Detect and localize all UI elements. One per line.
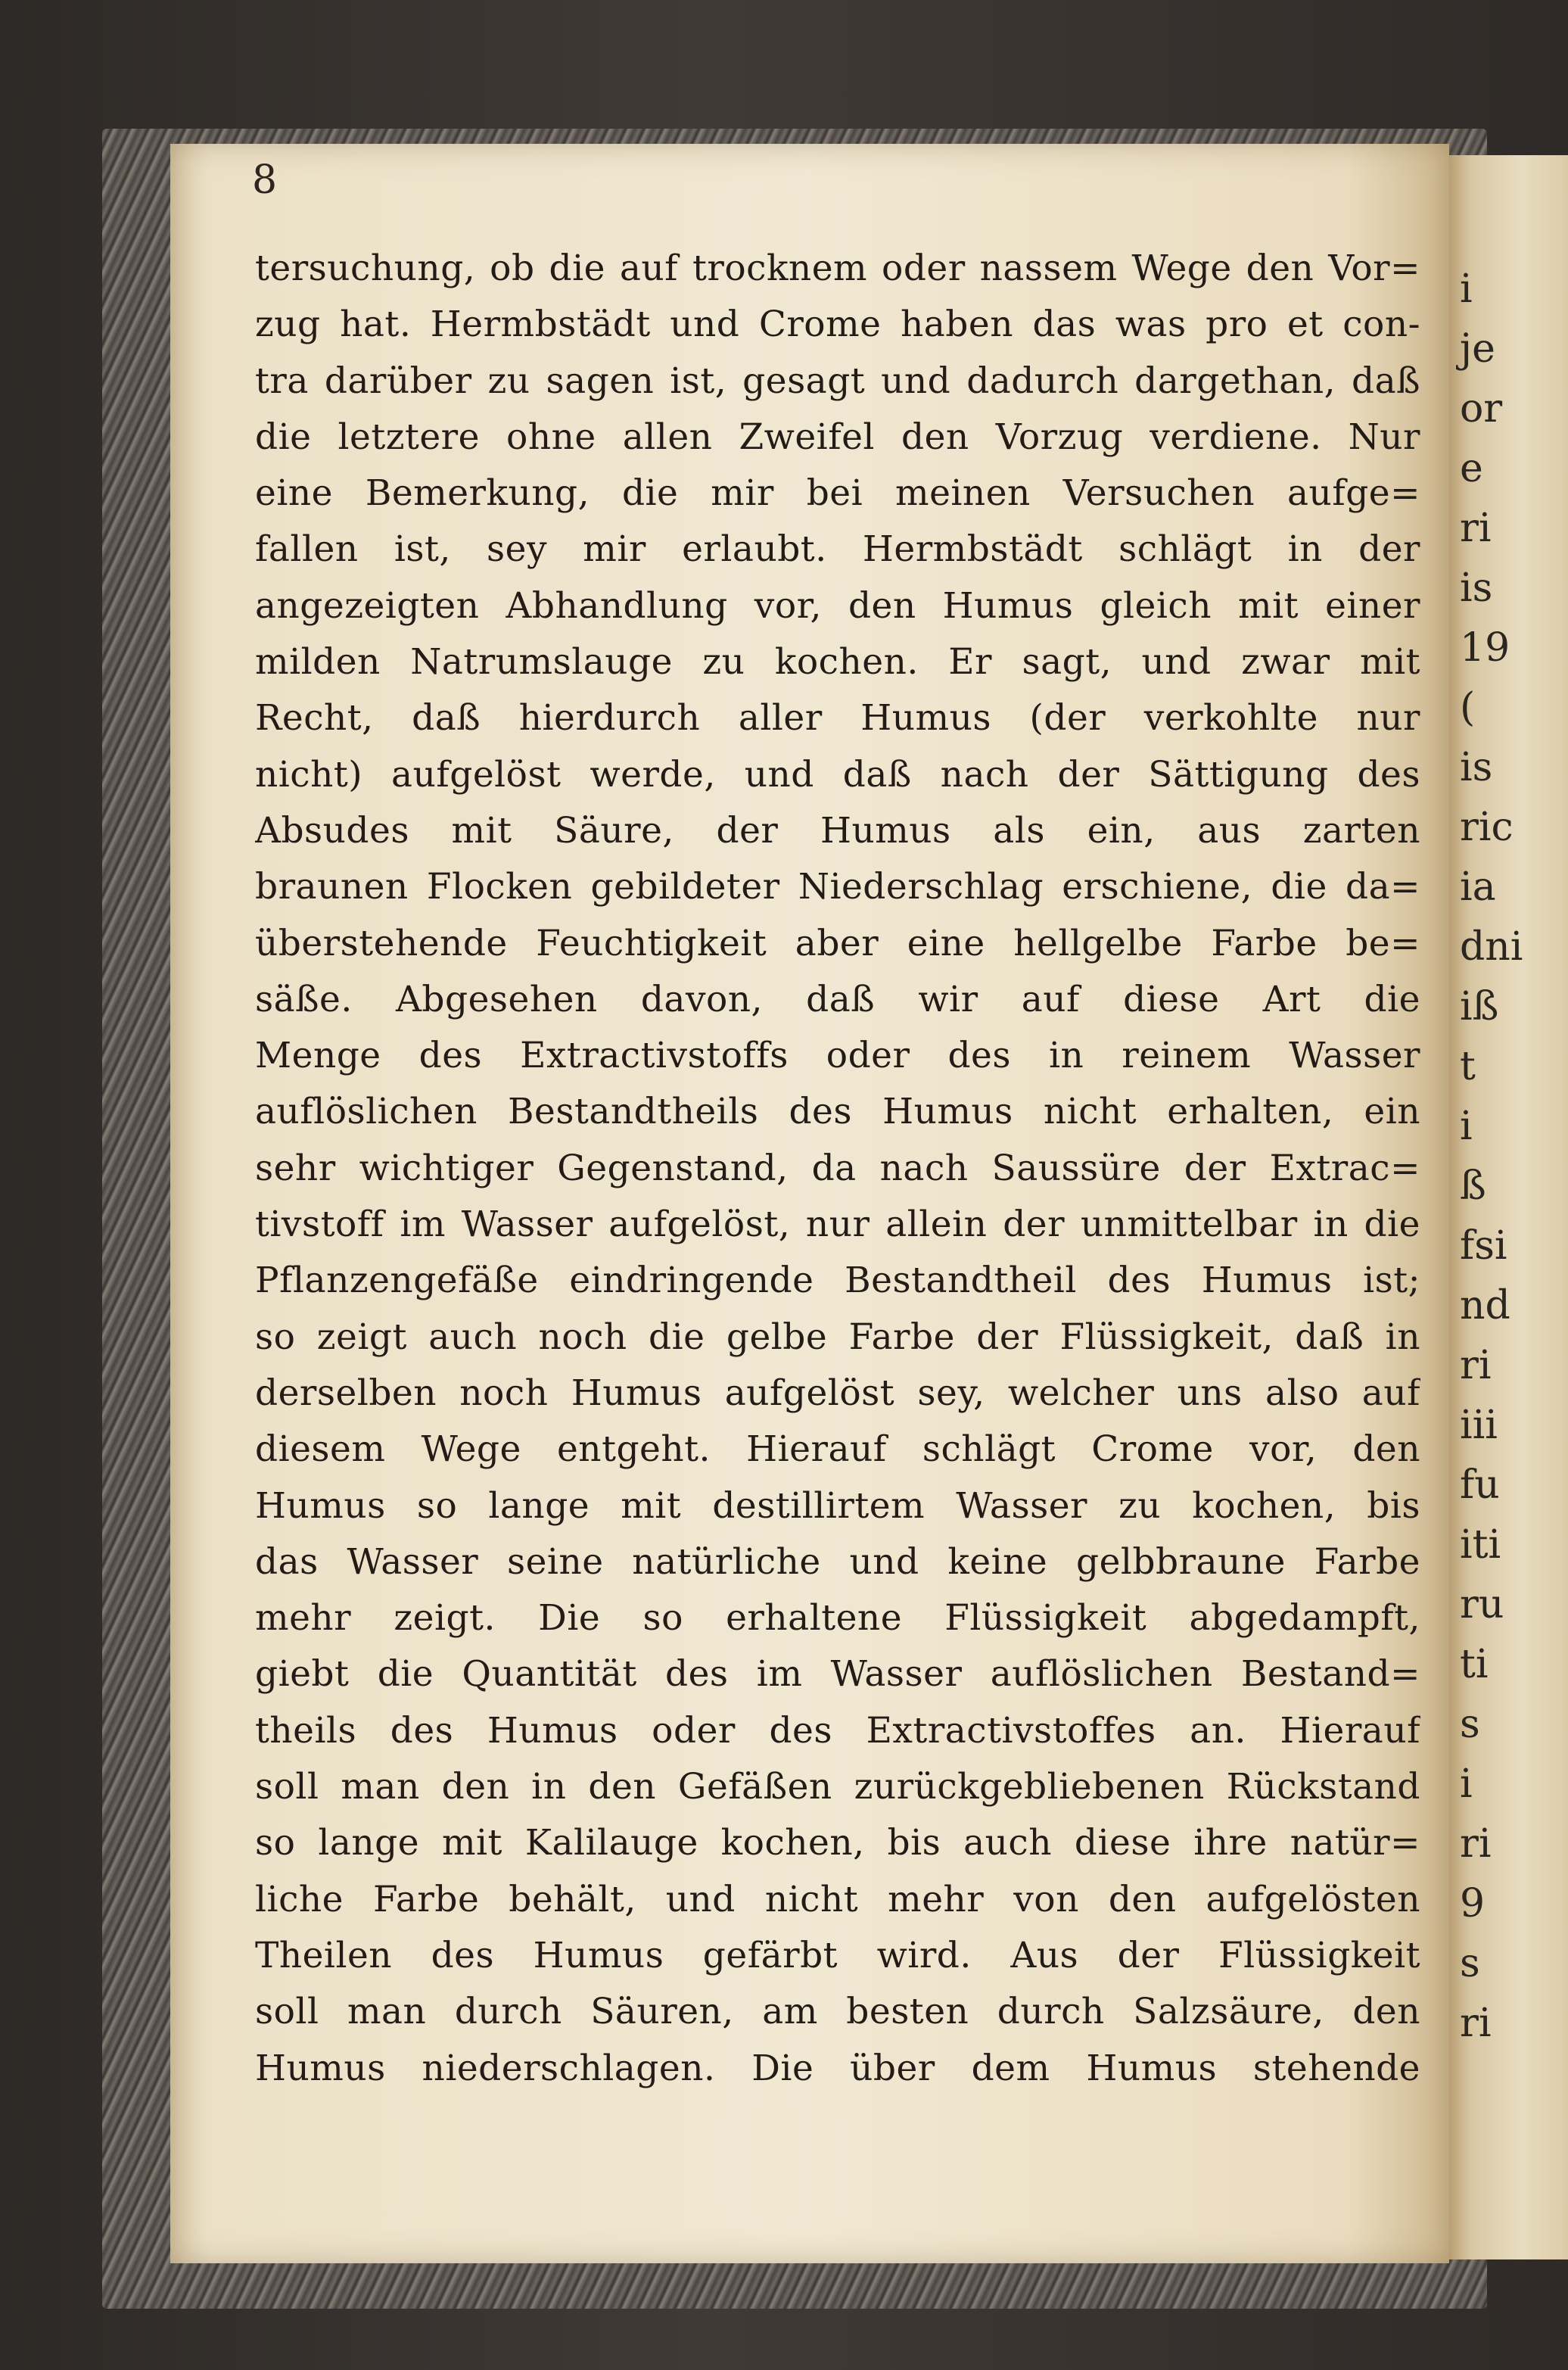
text-line: das Wasser seine natürliche und keine gelbbraune Farbe — [255, 1540, 1420, 1583]
adjacent-page-fragment: 19 — [1460, 625, 1510, 671]
adjacent-page-fragment: ri — [1460, 2001, 1492, 2046]
adjacent-page-fragment: s — [1460, 1941, 1480, 1986]
text-line: soll man den in den Gefäßen zurückgebliebenen Rückstand — [255, 1766, 1420, 1808]
adjacent-page-fragment: iii — [1460, 1403, 1498, 1448]
text-line: soll man durch Säuren, am besten durch Salzsäure, den — [255, 1991, 1420, 2033]
adjacent-page-fragment: fsi — [1460, 1223, 1507, 1269]
adjacent-page-fragment: i — [1460, 266, 1473, 312]
adjacent-page-fragment: ric — [1460, 805, 1514, 850]
text-line: angezeigten Abhandlung vor, den Humus gleich mit einer — [255, 584, 1420, 627]
adjacent-page-fragment: or — [1460, 386, 1503, 431]
adjacent-page-fragment: fu — [1460, 1462, 1500, 1508]
text-line: sehr wichtiger Gegenstand, da nach Saussüre der Extrac= — [255, 1147, 1420, 1189]
adjacent-page-fragment: ß — [1460, 1163, 1486, 1209]
adjacent-page-fragment: s — [1460, 1702, 1480, 1747]
adjacent-page-fragment: nd — [1460, 1283, 1510, 1328]
text-line: giebt die Quantität des im Wasser auflöslichen Bestand= — [255, 1653, 1420, 1696]
text-line: diesem Wege entgeht. Hierauf schlägt Crome vor, den — [255, 1428, 1420, 1471]
text-line: tivstoff im Wasser aufgelöst, nur allein der unmittelbar in die — [255, 1204, 1420, 1246]
adjacent-page-fragment: ru — [1460, 1582, 1504, 1627]
adjacent-page-fragment: dni — [1460, 924, 1523, 970]
adjacent-page-fragment: 9 — [1460, 1881, 1486, 1926]
text-line: liche Farbe behält, und nicht mehr von den aufgelösten — [255, 1878, 1420, 1920]
page-number: 8 — [252, 157, 278, 203]
adjacent-page-fragment: ti — [1460, 1642, 1489, 1687]
adjacent-page-fragment: i — [1460, 1104, 1473, 1149]
text-line: nicht) aufgelöst werde, und daß nach der Sättigung des — [255, 753, 1420, 796]
text-line: überstehende Feuchtigkeit aber eine hellgelbe Farbe be= — [255, 922, 1420, 964]
text-line: fallen ist, sey mir erlaubt. Hermbstädt schlägt in der — [255, 528, 1420, 571]
text-line: derselben noch Humus aufgelöst sey, welcher uns also auf — [255, 1372, 1420, 1414]
adjacent-page-fragment: i — [1460, 1761, 1473, 1807]
adjacent-page-fragment: ( — [1460, 685, 1476, 730]
text-line: Menge des Extractivstoffs oder des in reinem Wasser — [255, 1035, 1420, 1077]
text-line: milden Natrumslauge zu kochen. Er sagt, und zwar mit — [255, 641, 1420, 684]
adjacent-page-fragment: iß — [1460, 984, 1499, 1029]
page-text — [255, 241, 1420, 2097]
text-line: braunen Flocken gebildeter Niederschlag erschiene, die da= — [255, 866, 1420, 908]
adjacent-page-fragment: ri — [1460, 1821, 1492, 1867]
adjacent-page-fragment: e — [1460, 446, 1483, 491]
text-line: zug hat. Hermbstädt und Crome haben das was pro et con- — [255, 304, 1420, 346]
text-line: Recht, daß hierdurch aller Humus (der verkohlte nur — [255, 697, 1420, 740]
text-line: Theilen des Humus gefärbt wird. Aus der Flüssigkeit — [255, 1934, 1420, 1976]
adjacent-page-fragment: ri — [1460, 506, 1492, 551]
text-line: tra darüber zu sagen ist, gesagt und dadurch dargethan, daß — [255, 360, 1420, 402]
adjacent-page-fragment: is — [1460, 565, 1493, 611]
text-line: so lange mit Kalilauge kochen, bis auch diese ihre natür= — [255, 1822, 1420, 1864]
adjacent-page-fragment: is — [1460, 745, 1493, 790]
text-line: so zeigt auch noch die gelbe Farbe der Flüssigkeit, daß in — [255, 1316, 1420, 1358]
adjacent-page-fragment: ri — [1460, 1343, 1492, 1388]
text-line: Pflanzengefäße eindringende Bestandtheil des Humus ist; — [255, 1260, 1420, 1302]
adjacent-page-fragment: ia — [1460, 864, 1496, 910]
text-line: säße. Abgesehen davon, daß wir auf diese Art die — [255, 978, 1420, 1020]
adjacent-page-edge — [1449, 155, 1568, 2259]
text-line: theils des Humus oder des Extractivstoffes an. Hierauf — [255, 1709, 1420, 1752]
text-line: auflöslichen Bestandtheils des Humus nicht erhalten, ein — [255, 1091, 1420, 1133]
text-line: die letztere ohne allen Zweifel den Vorzug verdiene. Nur — [255, 416, 1420, 458]
text-line: Absudes mit Säure, der Humus als ein, aus zarten — [255, 809, 1420, 852]
book-page — [170, 144, 1449, 2263]
adjacent-page-fragment: iti — [1460, 1522, 1501, 1568]
text-line: Humus niederschlagen. Die über dem Humus stehende — [255, 2047, 1420, 2089]
text-line: mehr zeigt. Die so erhaltene Flüssigkeit abgedampft, — [255, 1597, 1420, 1640]
text-line: Humus so lange mit destillirtem Wasser zu kochen, bis — [255, 1484, 1420, 1527]
text-line: tersuchung, ob die auf trocknem oder nassem Wege den Vor= — [255, 248, 1420, 289]
adjacent-page-fragment: t — [1460, 1044, 1476, 1089]
text-line: eine Bemerkung, die mir bei meinen Versuchen aufge= — [255, 472, 1420, 515]
adjacent-page-fragment: je — [1460, 326, 1495, 372]
